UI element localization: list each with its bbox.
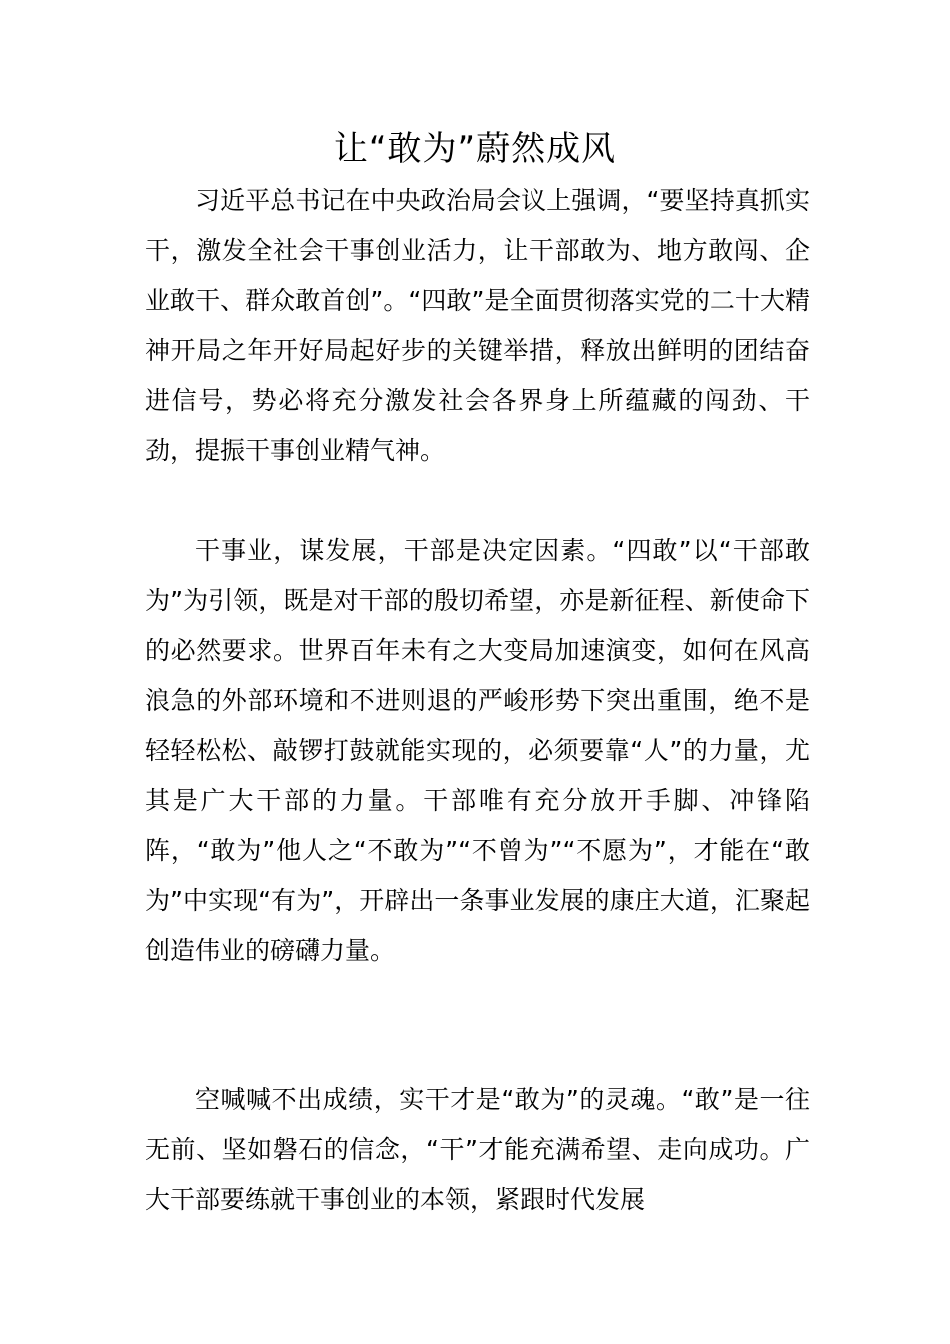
document-title: 让“敢为”蔚然成风 [333, 129, 617, 169]
paragraph: 空喊喊不出成绩，实干才是“敢为”的灵魂。“敢”是一往无前、坚如磐石的信念，“干”才能充满希望、走向成功。广大干部要练就干事创业的本领，紧跟时代发展 [145, 1085, 810, 1214]
paragraph: 习近平总书记在中央政治局会议上强调，“要坚持真抓实干，激发全社会干事创业活力，让干部敢为、地方敢闯、企业敢干、群众敢首创”。“四敢”是全面贯彻落实党的二十大精神开局之年开好局起好步的关键举措，释放出鲜明的团结奋进信号，势必将充分激发社会各界身上所蕴藏的闯劲、干劲，提振干事创业精气神。 [145, 186, 810, 465]
paragraph: 干事业，谋发展，干部是决定因素。“四敢”以“干部敢为”为引领，既是对干部的殷切希望，亦是新征程、新使命下的必然要求。世界百年未有之大变局加速演变，如何在风高浪急的外部环境和不进则退的严峻形势下突出重围，绝不是轻轻松松、敲锣打鼓就能实现的，必须要靠“人”的力量，尤其是广大干部的力量。干部唯有充分放开手脚、冲锋陷阵，“敢为”他人之“不敢为”“不曾为”“不愿为”，才能在“敢为”中实现“有为”，开辟出一条事业发展的康庄大道，汇聚起创造伟业的磅礴力量。 [145, 536, 810, 965]
